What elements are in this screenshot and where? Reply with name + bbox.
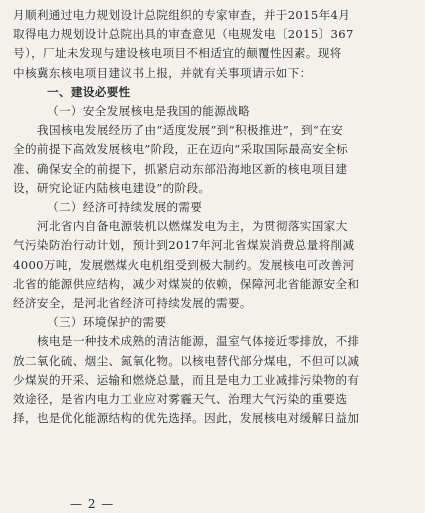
paragraph-line: 北省的能源供应结构，减少对煤炭的依赖，保障河北省能源安全和 xyxy=(13,276,360,291)
paragraph-line: 气污染防治行动计划，预计到2017年河北省煤炭消费总量将削减 xyxy=(13,238,355,253)
paragraph-line: 少煤炭的开采、运输和燃烧总量，而且是电力工业减排污染物的有 xyxy=(13,372,360,387)
subsection-heading: （二）经济可持续发展的需要 xyxy=(47,200,203,215)
paragraph-line: 放二氧化硫、烟尘、氮氧化物。以核电替代部分煤电，不但可以减 xyxy=(13,353,360,368)
paragraph-line: 取得电力规划设计总院出具的审查意见（电规发电〔2015〕367 xyxy=(13,27,354,42)
paragraph-line: 经济安全，是河北省经济可持续发展的需要。 xyxy=(13,296,252,311)
paragraph-line: 效途径，是省内电力工业应对雾霾天气、治理大气污染的重要选 xyxy=(13,392,348,407)
section-heading: 一、建设必要性 xyxy=(47,84,131,99)
paragraph-line: 4000万吨，发展燃煤火电机组受到极大制约。发展核电可改善河 xyxy=(13,257,355,272)
subsection-heading: （三）环境保护的需要 xyxy=(47,315,167,330)
paragraph-line: 号），厂址未发现与建设核电项目不相适宜的颠覆性因素。现将 xyxy=(13,46,342,61)
paragraph-line: 准、确保安全的前提下，抓紧启动东部沿海地区新的核电项目建 xyxy=(13,161,348,176)
paragraph-line: 月顺利通过电力规划设计总院组织的专家审查，并于2015年4月 xyxy=(13,8,351,22)
document-body xyxy=(13,6,413,428)
paragraph-line: 河北省内自备电源装机以燃煤发电为主，为贯彻落实国家大 xyxy=(37,219,348,234)
paragraph-line: 设，研究论证内陆核电建设”的阶段。 xyxy=(13,180,211,195)
paragraph-line: 我国核电发展经历了由“适度发展”到“积极推进”，到“在安 xyxy=(37,123,344,138)
page-number: — 2 — xyxy=(70,497,115,511)
paragraph-line: 择，也是优化能源结构的优先选择。因此，发展核电对缓解日益加 xyxy=(13,411,360,426)
paragraph-line: 全的前提下高效发展核电”阶段，正在迈向“采取国际最高安全标 xyxy=(13,142,349,157)
paragraph-line: 中核冀东核电项目建议书上报，并就有关事项请示如下： xyxy=(13,65,312,80)
paragraph-line: 核电是一种技术成熟的清洁能源，温室气体接近零排放，不排 xyxy=(37,334,360,349)
subsection-heading: （一）安全发展核电是我国的能源战略 xyxy=(47,104,251,119)
